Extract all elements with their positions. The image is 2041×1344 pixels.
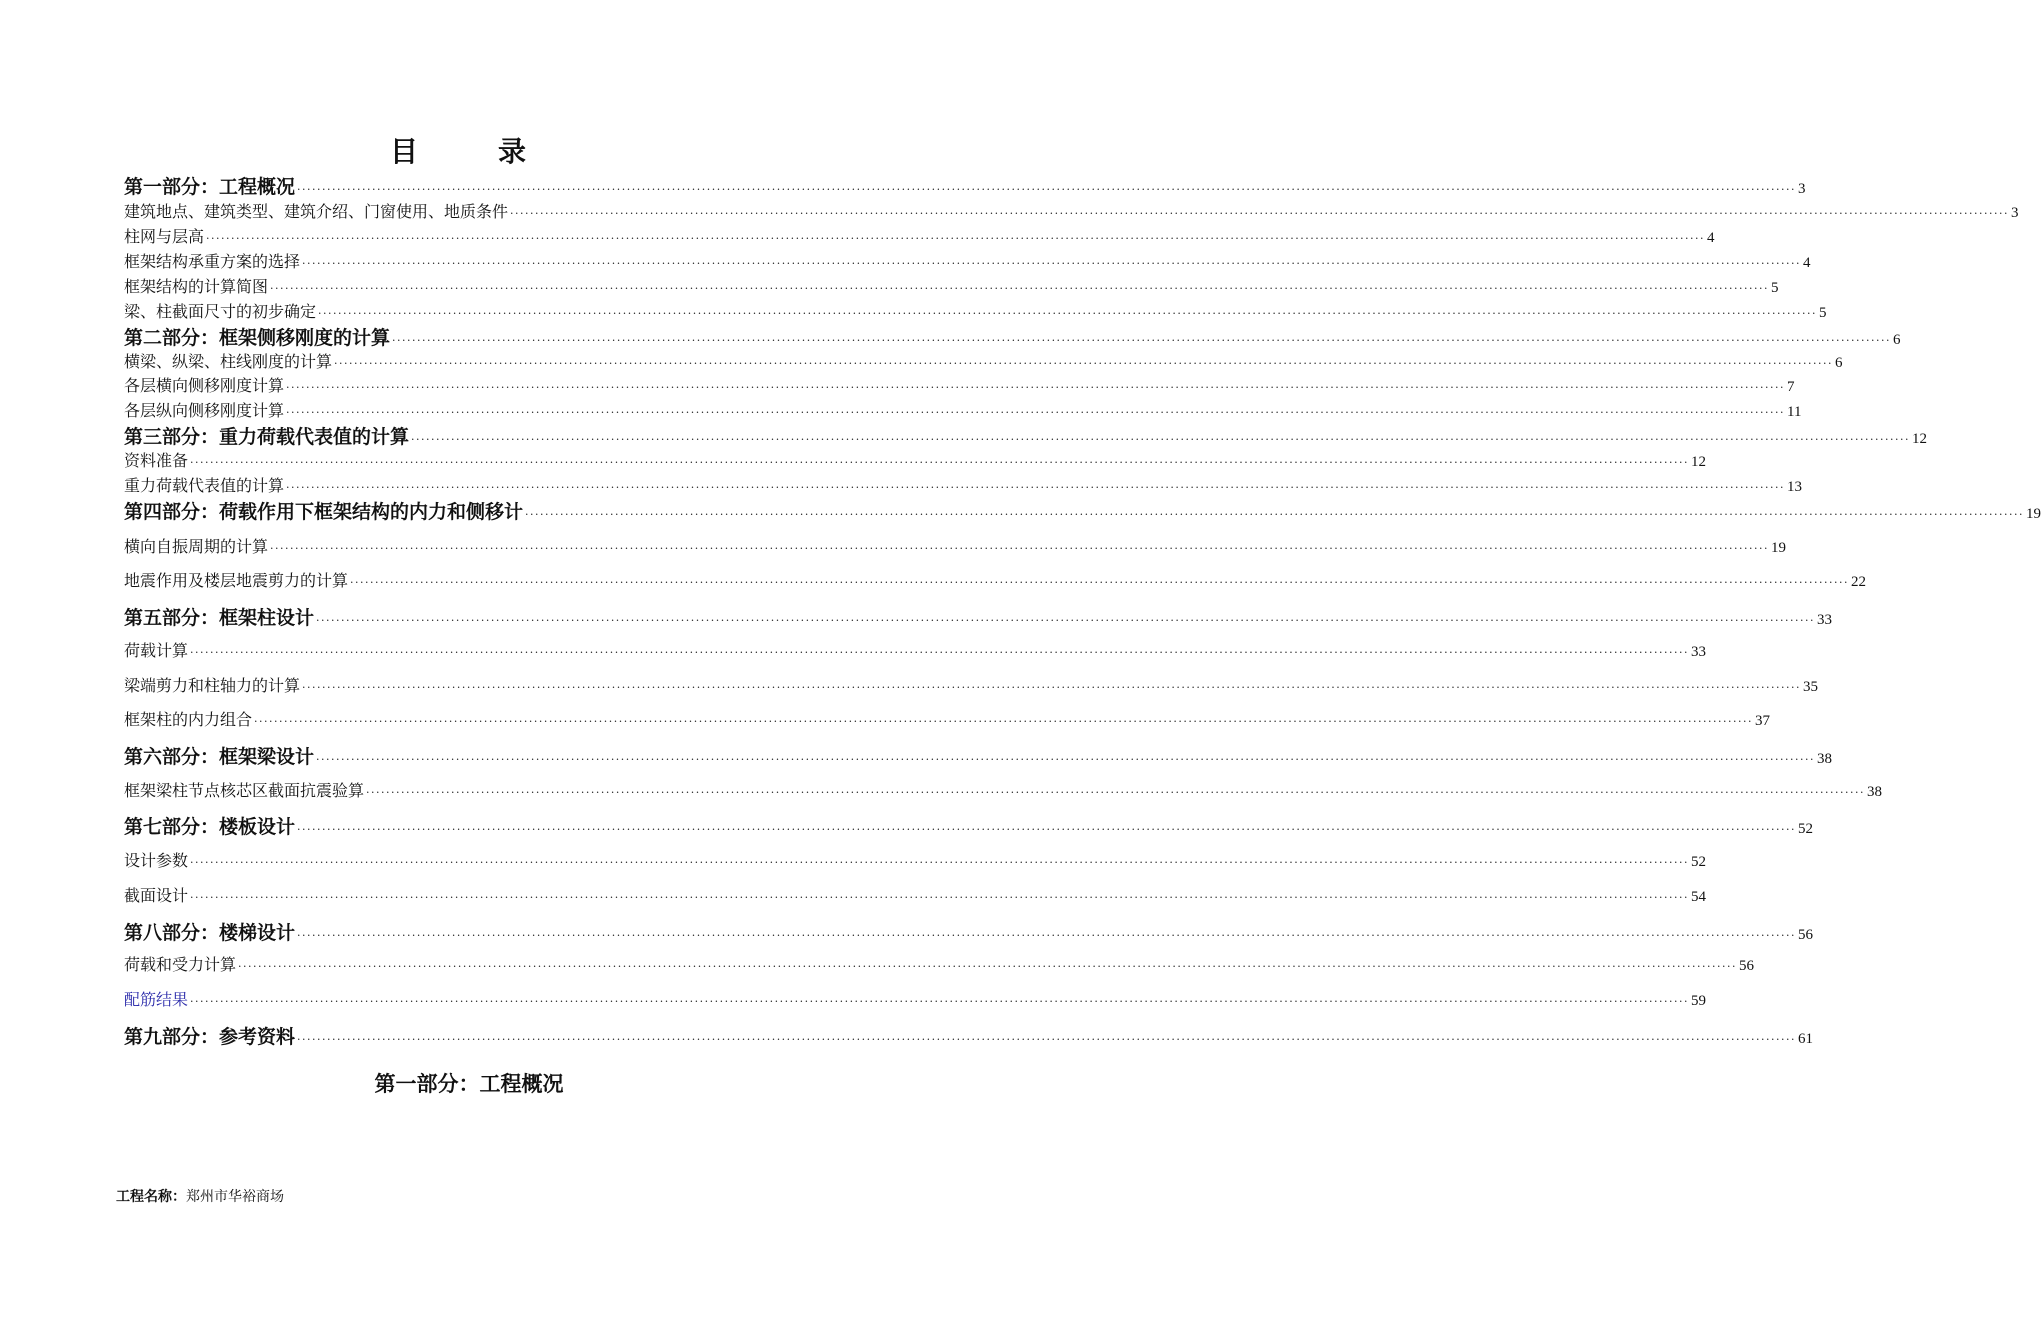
toc-entry[interactable]: [124, 274, 1779, 297]
toc-page-number: 33: [1817, 612, 1832, 628]
toc-heading[interactable]: [124, 918, 1813, 945]
toc-leader-dots: ············································································································································································································································································································: [316, 753, 1815, 766]
toc-label: 梁、柱截面尺寸的初步确定: [124, 302, 317, 321]
toc-leader-dots: ············································································································································································································································································································: [270, 282, 1769, 295]
toc-label: 柱网与层高: [124, 227, 205, 246]
toc-entry[interactable]: [124, 398, 1802, 421]
toc-entry[interactable]: [124, 373, 1795, 396]
project-name-line: [116, 1186, 284, 1206]
toc-page-number: 6: [1835, 355, 1843, 371]
toc-label: 荷载计算: [124, 641, 189, 660]
toc-label: 配筋结果: [124, 990, 189, 1009]
toc-heading[interactable]: [124, 323, 1901, 350]
toc-entry[interactable]: [124, 707, 1770, 730]
toc-page-number: 3: [2011, 205, 2019, 221]
toc-leader-dots: ············································································································································································································································································································: [190, 856, 1689, 869]
toc-leader-dots: ············································································································································································································································································································: [190, 891, 1689, 904]
toc-page-number: 38: [1867, 784, 1882, 800]
toc-entry[interactable]: [124, 952, 1754, 975]
toc-label: 建筑地点、建筑类型、建筑介绍、门窗使用、地质条件: [124, 202, 509, 221]
toc-label: 第八部分：楼梯设计: [124, 922, 296, 944]
toc-heading[interactable]: [124, 422, 1927, 449]
toc-heading[interactable]: [124, 172, 1806, 199]
toc-heading[interactable]: [124, 742, 1832, 769]
toc-page-number: 54: [1691, 889, 1706, 905]
toc-leader-dots: ············································································································································································································································································································: [297, 929, 1796, 942]
toc-page-number: 59: [1691, 993, 1706, 1009]
toc-page-number: 3: [1798, 181, 1806, 197]
toc-page-number: 61: [1798, 1031, 1813, 1047]
toc-entry[interactable]: [124, 199, 2019, 222]
toc-leader-dots: ············································································································································································································································································································: [318, 307, 1817, 320]
toc-heading[interactable]: [124, 812, 1813, 839]
toc-leader-dots: ············································································································································································································································································································: [302, 681, 1801, 694]
toc-leader-dots: ············································································································································································································································································································: [286, 481, 1785, 494]
toc-page-number: 5: [1819, 305, 1827, 321]
toc-entry[interactable]: [124, 299, 1827, 322]
toc-entry[interactable]: [124, 473, 1802, 496]
toc-page-number: 52: [1798, 821, 1813, 837]
toc-label: 第三部分：重力荷载代表值的计算: [124, 426, 410, 448]
toc-page-number: 7: [1787, 379, 1795, 395]
toc-label: 资料准备: [124, 451, 189, 470]
toc-page-number: 11: [1787, 404, 1802, 420]
toc-label: 框架柱的内力组合: [124, 710, 253, 729]
toc-leader-dots: ············································································································································································································································································································: [366, 786, 1865, 799]
toc-page-number: 56: [1739, 958, 1754, 974]
toc-leader-dots: ············································································································································································································································································································: [510, 207, 2009, 220]
toc-entry[interactable]: [124, 534, 1786, 557]
toc-label: 地震作用及楼层地震剪力的计算: [124, 571, 349, 590]
toc-heading[interactable]: [124, 603, 1832, 630]
toc-leader-dots: ············································································································································································································································································································: [392, 334, 1891, 347]
toc-label: 第二部分：框架侧移刚度的计算: [124, 327, 391, 349]
toc-page-number: 4: [1707, 230, 1715, 246]
toc-entry[interactable]: [124, 638, 1706, 661]
toc-label: 第五部分：框架柱设计: [124, 607, 315, 629]
toc-page-number: 12: [1691, 454, 1706, 470]
toc-leader-dots: ············································································································································································································································································································: [297, 183, 1796, 196]
toc-leader-dots: ············································································································································································································································································································: [190, 456, 1689, 469]
toc-leader-dots: ············································································································································································································································································································: [286, 406, 1785, 419]
toc-page-number: 22: [1851, 574, 1866, 590]
toc-page-number: 13: [1787, 479, 1802, 495]
toc-entry[interactable]: [124, 448, 1706, 471]
toc-page-number: 33: [1691, 644, 1706, 660]
toc-label: 框架结构承重方案的选择: [124, 252, 301, 271]
toc-heading[interactable]: [124, 1022, 1813, 1049]
toc-entry[interactable]: [124, 568, 1866, 591]
toc-label: 第七部分：楼板设计: [124, 816, 296, 838]
toc-page-number: 6: [1893, 332, 1901, 348]
toc-label: 第一部分：工程概况: [124, 176, 296, 198]
toc-entry[interactable]: [124, 883, 1706, 906]
toc-leader-dots: ············································································································································································································································································································: [297, 823, 1796, 836]
toc-entry[interactable]: [124, 778, 1882, 801]
toc-leader-dots: ············································································································································································································································································································: [254, 715, 1753, 728]
toc-page-number: 4: [1803, 255, 1811, 271]
toc-label: 各层横向侧移刚度计算: [124, 376, 285, 395]
toc-page-number: 35: [1803, 679, 1818, 695]
toc-label: 设计参数: [124, 851, 189, 870]
toc-label: 框架梁柱节点核芯区截面抗震验算: [124, 781, 365, 800]
toc-entry[interactable]: [124, 673, 1818, 696]
toc-leader-dots: ············································································································································································································································································································: [206, 232, 1705, 245]
toc-label: 各层纵向侧移刚度计算: [124, 401, 285, 420]
toc-label: 荷载和受力计算: [124, 955, 237, 974]
toc-leader-dots: ············································································································································································································································································································: [316, 614, 1815, 627]
toc-leader-dots: ············································································································································································································································································································: [334, 357, 1833, 370]
toc-entry[interactable]: [124, 249, 1811, 272]
toc-label: 截面设计: [124, 886, 189, 905]
toc-entry[interactable]: [124, 987, 1706, 1010]
toc-leader-dots: ············································································································································································································································································································: [190, 646, 1689, 659]
page-title: 目 录: [389, 135, 552, 168]
toc-leader-dots: ············································································································································································································································································································: [411, 433, 1910, 446]
project-name-value: 郑州市华裕商场: [186, 1189, 284, 1205]
project-name-key: 工程名称：: [116, 1189, 186, 1205]
toc-page-number: 56: [1798, 927, 1813, 943]
toc-page-number: 19: [2026, 506, 2041, 522]
toc-entry[interactable]: [124, 848, 1706, 871]
toc-label: 第六部分：框架梁设计: [124, 746, 315, 768]
toc-page-number: 52: [1691, 854, 1706, 870]
toc-page-number: 5: [1771, 280, 1779, 296]
toc-entry[interactable]: [124, 224, 1715, 247]
toc-leader-dots: ············································································································································································································································································································: [525, 508, 2024, 521]
toc-label: 横向自振周期的计算: [124, 537, 269, 556]
toc-leader-dots: ············································································································································································································································································································: [302, 257, 1801, 270]
toc-leader-dots: ············································································································································································································································································································: [350, 576, 1849, 589]
toc-leader-dots: ············································································································································································································································································································: [286, 381, 1785, 394]
toc-page-number: 37: [1755, 713, 1770, 729]
toc-leader-dots: ············································································································································································································································································································: [270, 542, 1769, 555]
toc-label: 第四部分：荷载作用下框架结构的内力和侧移计: [124, 501, 524, 523]
toc-label: 第九部分：参考资料: [124, 1026, 296, 1048]
toc-leader-dots: ············································································································································································································································································································: [297, 1033, 1796, 1046]
toc-label: 梁端剪力和柱轴力的计算: [124, 676, 301, 695]
toc-label: 框架结构的计算简图: [124, 277, 269, 296]
toc-page-number: 12: [1912, 431, 1927, 447]
toc-leader-dots: ············································································································································································································································································································: [238, 960, 1737, 973]
toc-page-number: 19: [1771, 540, 1786, 556]
toc-page-number: 38: [1817, 751, 1832, 767]
section-title: 第一部分：工程概况: [374, 1072, 564, 1096]
toc-leader-dots: ············································································································································································································································································································: [190, 995, 1689, 1008]
toc-label: 横梁、纵梁、柱线刚度的计算: [124, 352, 333, 371]
toc-label: 重力荷载代表值的计算: [124, 476, 285, 495]
toc-entry[interactable]: [124, 349, 1843, 372]
toc-heading[interactable]: [124, 497, 2041, 524]
